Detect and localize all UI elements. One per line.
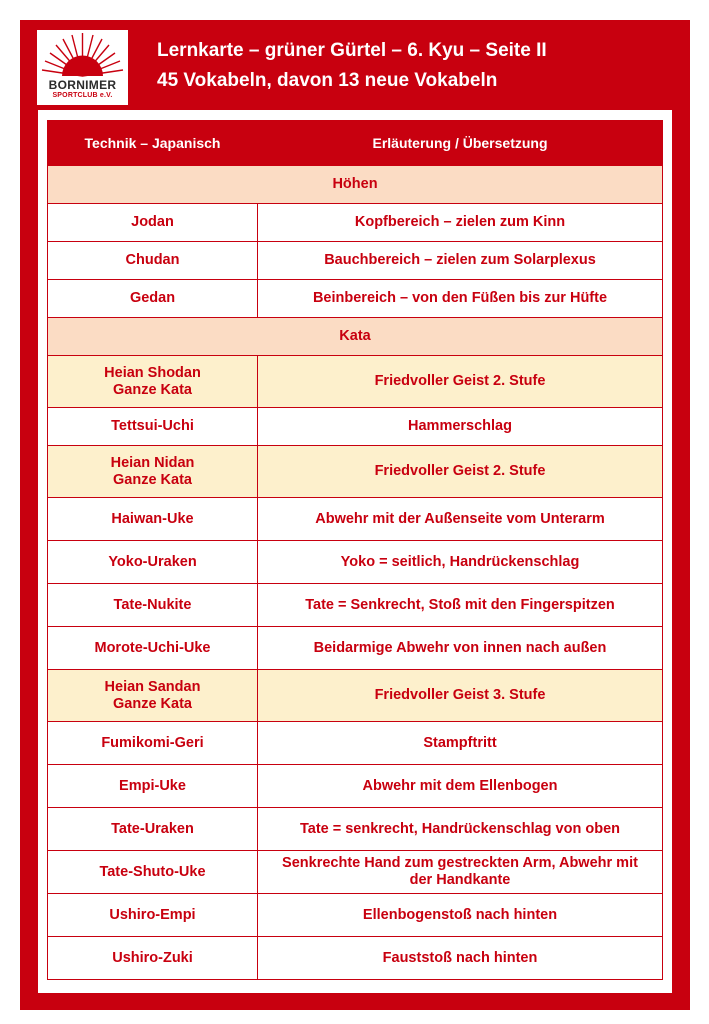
table-row [48, 937, 663, 980]
table-row [48, 242, 663, 280]
table-row [48, 204, 663, 242]
table-row [48, 808, 663, 851]
column-header-term: Technik – Japanisch [48, 121, 258, 166]
table-row [48, 894, 663, 937]
table-row [48, 280, 663, 318]
term-cell [48, 356, 258, 408]
table-row [48, 408, 663, 446]
logo-club-subtitle: SPORTCLUB e.V. [52, 92, 113, 99]
table-row [48, 498, 663, 541]
term-cell: Fumikomi-Geri [48, 722, 258, 765]
table-row [48, 851, 663, 894]
vocabulary-table [47, 120, 663, 980]
meaning-cell: Beinbereich – von den Füßen bis zur Hüfte [258, 280, 663, 318]
meaning-cell: Hammerschlag [258, 408, 663, 446]
section-title: Kata [48, 318, 663, 356]
term-cell: Empi-Uke [48, 765, 258, 808]
term-cell [48, 670, 258, 722]
meaning-cell: Bauchbereich – zielen zum Solarplexus [258, 242, 663, 280]
section-title: Höhen [48, 166, 663, 204]
table-row [48, 765, 663, 808]
term-line: Ganze Kata [113, 381, 192, 398]
term-cell: Yoko-Uraken [48, 541, 258, 584]
meaning-cell: Friedvoller Geist 3. Stufe [258, 670, 663, 722]
card-subtitle: 45 Vokabeln, davon 13 neue Vokabeln [157, 70, 498, 91]
table-row-kata [48, 356, 663, 408]
term-cell: Tate-Nukite [48, 584, 258, 627]
term-cell [48, 446, 258, 498]
table-row [48, 541, 663, 584]
meaning-line: der Handkante [409, 872, 511, 888]
term-cell: Haiwan-Uke [48, 498, 258, 541]
term-cell: Gedan [48, 280, 258, 318]
term-cell: Ushiro-Zuki [48, 937, 258, 980]
meaning-cell: Fauststoß nach hinten [258, 937, 663, 980]
term-line: Heian Sandan [104, 678, 201, 695]
term-cell: Chudan [48, 242, 258, 280]
term-cell: Tate-Shuto-Uke [48, 851, 258, 894]
term-line: Ganze Kata [113, 471, 192, 488]
meaning-cell: Friedvoller Geist 2. Stufe [258, 446, 663, 498]
table-row-kata [48, 670, 663, 722]
table-row [48, 722, 663, 765]
meaning-cell: Beidarmige Abwehr von innen nach außen [258, 627, 663, 670]
term-cell: Jodan [48, 204, 258, 242]
meaning-cell: Friedvoller Geist 2. Stufe [258, 356, 663, 408]
table-row [48, 627, 663, 670]
table-header-row [48, 121, 663, 166]
term-cell: Tate-Uraken [48, 808, 258, 851]
meaning-cell [258, 851, 663, 894]
club-logo [37, 30, 128, 105]
term-line: Heian Nidan [110, 454, 195, 471]
term-line: Heian Shodan [104, 364, 201, 381]
meaning-cell: Tate = Senkrecht, Stoß mit den Fingerspitzen [258, 584, 663, 627]
card-title: Lernkarte – grüner Gürtel – 6. Kyu – Seite II [157, 40, 547, 61]
meaning-cell: Abwehr mit dem Ellenbogen [258, 765, 663, 808]
term-cell: Ushiro-Empi [48, 894, 258, 937]
meaning-cell: Tate = senkrecht, Handrückenschlag von oben [258, 808, 663, 851]
table-row-kata [48, 446, 663, 498]
term-cell: Tettsui-Uchi [48, 408, 258, 446]
section-row-hoehen [48, 166, 663, 204]
sunburst-icon [37, 30, 128, 80]
meaning-cell: Kopfbereich – zielen zum Kinn [258, 204, 663, 242]
logo-club-name: BORNIMER [48, 78, 117, 92]
meaning-line: Senkrechte Hand zum gestreckten Arm, Abwehr mit [282, 855, 638, 871]
meaning-cell: Yoko = seitlich, Handrückenschlag [258, 541, 663, 584]
term-line: Ganze Kata [113, 695, 192, 712]
meaning-cell: Stampftritt [258, 722, 663, 765]
term-cell: Morote-Uchi-Uke [48, 627, 258, 670]
column-header-meaning: Erläuterung / Übersetzung [258, 121, 663, 166]
meaning-cell: Abwehr mit der Außenseite vom Unterarm [258, 498, 663, 541]
section-row-kata [48, 318, 663, 356]
meaning-cell: Ellenbogenstoß nach hinten [258, 894, 663, 937]
table-row [48, 584, 663, 627]
